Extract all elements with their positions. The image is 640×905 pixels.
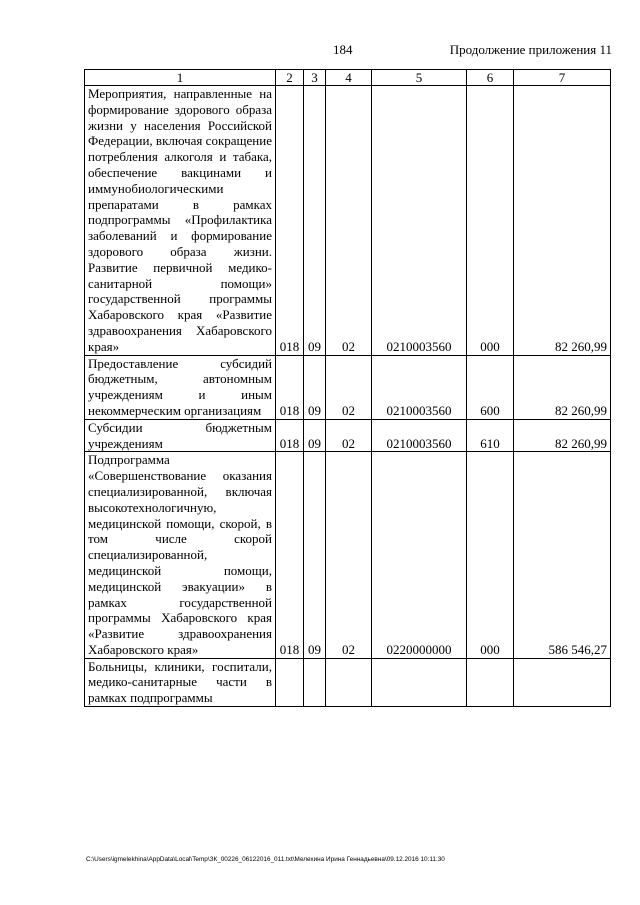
cell-subsection-code: 02 — [326, 355, 372, 419]
cell-section-code: 09 — [304, 355, 326, 419]
cell-target-article: 0220000000 — [372, 452, 467, 658]
column-header: 6 — [467, 70, 514, 86]
cell-subsection-code: 02 — [326, 419, 372, 452]
cell-ministry-code: 018 — [276, 452, 304, 658]
cell-section-code: 09 — [304, 452, 326, 658]
table-row — [85, 658, 611, 706]
cell-subsection-code: 02 — [326, 452, 372, 658]
column-header: 5 — [372, 70, 467, 86]
row-name: Субсидии бюджетным учреждениям — [85, 419, 276, 452]
cell-expense-type: 610 — [467, 419, 514, 452]
cell-expense-type — [467, 658, 514, 706]
page-number: 184 — [333, 42, 353, 57]
column-header: 7 — [514, 70, 611, 86]
table-row — [85, 355, 611, 419]
column-header: 4 — [326, 70, 372, 86]
budget-table — [84, 69, 611, 707]
cell-section-code: 09 — [304, 86, 326, 356]
cell-subsection-code: 02 — [326, 86, 372, 356]
cell-expense-type: 000 — [467, 452, 514, 658]
document-path-footer: C:\Users\igmelekhina\AppData\Local\Temp\ЗК_00226_06122016_011.txt\Мелехина Ирина Геннадьевна\09.12.2016 10:11:30 — [86, 856, 445, 863]
cell-section-code: 09 — [304, 419, 326, 452]
cell-target-article: 0210003560 — [372, 355, 467, 419]
table-row — [85, 452, 611, 658]
cell-ministry-code: 018 — [276, 86, 304, 356]
cell-expense-type: 600 — [467, 355, 514, 419]
cell-ministry-code: 018 — [276, 419, 304, 452]
column-header: 1 — [85, 70, 276, 86]
cell-amount: 82 260,99 — [514, 355, 611, 419]
cell-subsection-code — [326, 658, 372, 706]
cell-amount: 82 260,99 — [514, 419, 611, 452]
row-name: Больницы, клиники, госпитали, медико-санитарные части в рамках подпрограммы — [85, 658, 276, 706]
cell-target-article: 0210003560 — [372, 86, 467, 356]
table-row — [85, 419, 611, 452]
cell-target-article — [372, 658, 467, 706]
cell-ministry-code — [276, 658, 304, 706]
cell-ministry-code: 018 — [276, 355, 304, 419]
cell-amount: 82 260,99 — [514, 86, 611, 356]
appendix-continuation-title: Продолжение приложения 11 — [449, 42, 612, 57]
column-header: 2 — [276, 70, 304, 86]
row-name: Предоставление субсидий бюджетным, автономным учреждениям и иным некоммерческим организациям — [85, 355, 276, 419]
row-name: Подпрограмма «Совершенствование оказания специализированной, включая высокотехнологичную, медицинской помощи, скорой, в том числе скорой специализированной, медицинской помощи, медицинской эвакуации» в рамках государственной программы Хабаровского края «Развитие здравоохранения Хабаровского края» — [85, 452, 276, 658]
table-row — [85, 86, 611, 356]
cell-section-code — [304, 658, 326, 706]
table-header-row — [85, 70, 611, 86]
column-header: 3 — [304, 70, 326, 86]
cell-expense-type: 000 — [467, 86, 514, 356]
cell-amount — [514, 658, 611, 706]
cell-target-article: 0210003560 — [372, 419, 467, 452]
cell-amount: 586 546,27 — [514, 452, 611, 658]
row-name: Мероприятия, направленные на формирование здорового образа жизни у населения Российской Федерации, включая сокращение потребления алкоголя и табака, обеспечение вакцинами и иммунобиологическими препаратами в рамках подпрограммы «Профилактика заболеваний и формирование здорового образа жизни. Развитие первичной медико-санитарной помощи» государственной программы Хабаровского края «Развитие здравоохранения Хабаровского края» — [85, 86, 276, 356]
